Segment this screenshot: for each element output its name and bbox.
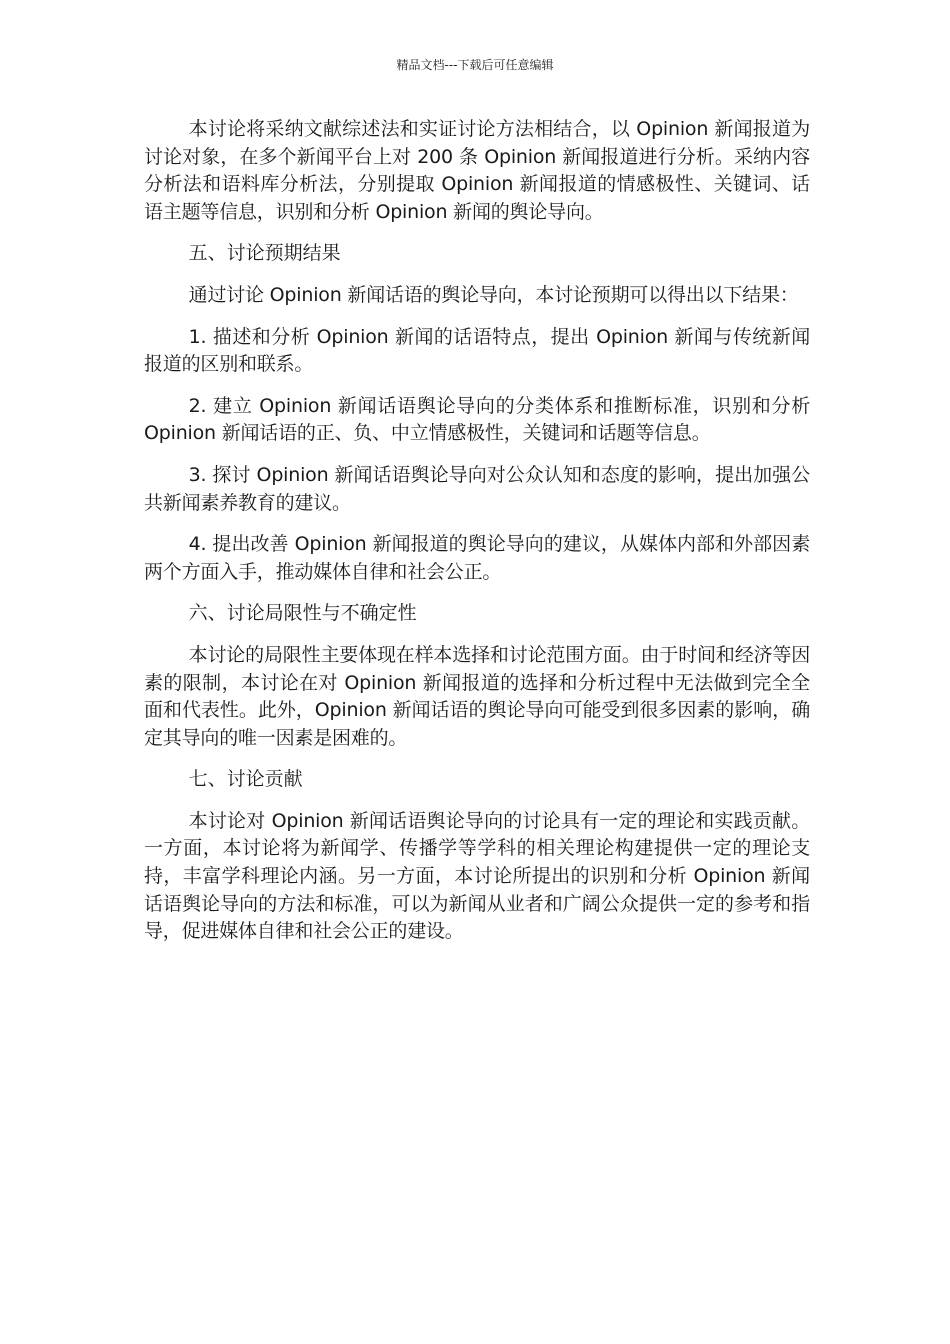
- result-item-4: 4. 提出改善 Opinion 新闻报道的舆论导向的建议，从媒体内部和外部因素两个方面入手，推动媒体自律和社会公正。: [144, 533, 810, 583]
- result-item-2: 2. 建立 Opinion 新闻话语舆论导向的分类体系和推断标准，识别和分析 Opinion 新闻话语的正、负、中立情感极性，关键词和话题等信息。: [144, 394, 810, 445]
- page-header: 精品文档---下载后可任意编辑: [396, 58, 554, 72]
- result-item-1: 1. 描述和分析 Opinion 新闻的话语特点，提出 Opinion 新闻与传统新闻报道的区别和联系。: [144, 325, 810, 376]
- section-heading-limitations: 六、讨论局限性与不确定性: [188, 602, 417, 625]
- paragraph-methodology: 本讨论将采纳文献综述法和实证讨论方法相结合，以 Opinion 新闻报道为讨论对象，在多个新闻平台上对 200 条 Opinion 新闻报道进行分析。采纳内容分析法和语料库分析法，分别提取 Opinion 新闻报道的情感极性、关键词、话语主题等信息，识别和分析 Opinion 新闻的舆论导向。: [144, 118, 810, 223]
- document-body: [144, 116, 810, 960]
- section-heading-expected-results: 五、讨论预期结果: [188, 242, 341, 265]
- section-heading-contribution: 七、讨论贡献: [188, 768, 303, 791]
- paragraph-limitations: 本讨论的局限性主要体现在样本选择和讨论范围方面。由于时间和经济等因素的限制，本讨论在对 Opinion 新闻报道的选择和分析过程中无法做到完全全面和代表性。此外，Opinion 新闻话语的舆论导向可能受到很多因素的影响，确定其导向的唯一因素是困难的。: [144, 643, 810, 749]
- paragraph-expected-intro: 通过讨论 Opinion 新闻话语的舆论导向，本讨论预期可以得出以下结果：: [188, 283, 799, 306]
- result-item-3: 3. 探讨 Opinion 新闻话语舆论导向对公众认知和态度的影响，提出加强公共新闻素养教育的建议。: [144, 463, 810, 514]
- paragraph-contribution: 本讨论对 Opinion 新闻话语舆论导向的讨论具有一定的理论和实践贡献。一方面，本讨论将为新闻学、传播学等学科的相关理论构建提供一定的理论支持，丰富学科理论内涵。另一方面，本讨论所提出的识别和分析 Opinion 新闻话语舆论导向的方法和标准，可以为新闻从业者和广阔公众提供一定的参考和指导，促进媒体自律和社会公正的建设。: [144, 809, 810, 943]
